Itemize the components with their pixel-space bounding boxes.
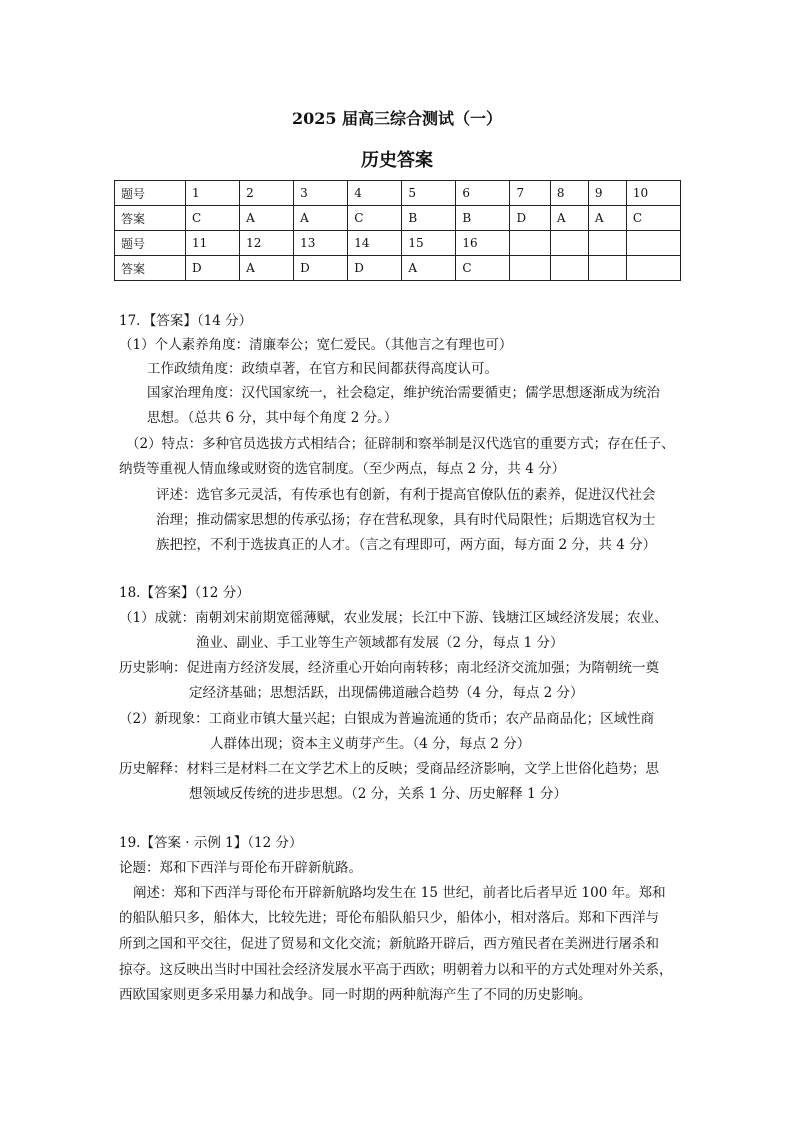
- answer-table-cell: 9: [588, 181, 626, 206]
- answer-table-cell: D: [510, 206, 550, 231]
- answer-table-row: [115, 231, 681, 256]
- answer-table-cell: 5: [402, 181, 456, 206]
- row-label-cell: 答案: [115, 206, 186, 231]
- q19-line: 的船队船只多，船体大，比较先进；哥伦布船队船只少，船体小，相对落后。郑和下西洋与: [119, 910, 659, 926]
- q18-line: 人群体出现；资本主义萌芽产生。（4 分，每点 2 分）: [210, 736, 531, 752]
- answer-table: [114, 180, 681, 281]
- q18-line: （2）新现象：工商业市镇大量兴起；白银成为普遍流通的货币；农产品商品化；区域性商: [119, 711, 655, 727]
- answer-table-cell: [626, 256, 680, 281]
- answer-table-cell: C: [348, 206, 402, 231]
- answer-table-cell: D: [186, 256, 240, 281]
- answer-table-cell: 4: [348, 181, 402, 206]
- answer-table-cell: 3: [294, 181, 348, 206]
- q17-line: （1）个人素养角度：清廉奉公；宽仁爱民。（其他言之有理也可）: [119, 337, 513, 353]
- answer-table-cell: [550, 231, 588, 256]
- q17-line: 工作政绩角度：政绩卓著，在官方和民间都获得高度认可。: [147, 361, 498, 377]
- q17-line: 纳赀等重视人情血缘或财资的选官制度。（至少两点，每点 2 分，共 4 分）: [119, 461, 566, 477]
- answer-table-cell: [510, 256, 550, 281]
- q17-heading: 17．【答案】（14 分）: [119, 313, 253, 329]
- answer-table-row: [115, 181, 681, 206]
- page-title: 2025 届高三综合测试（一）: [291, 109, 503, 128]
- q18-line: （1）成就：南朝刘宋前期宽徭薄赋，农业发展；长江中下游、钱塘江区域经济发展；农业、: [119, 610, 668, 626]
- answer-table-cell: [626, 231, 680, 256]
- answer-table-cell: 12: [240, 231, 294, 256]
- page-subtitle: 历史答案: [361, 150, 433, 171]
- answer-table-cell: C: [626, 206, 680, 231]
- answer-table-row: [115, 256, 681, 281]
- answer-table-cell: A: [550, 206, 588, 231]
- q18-line: 定经济基础；思想活跃，出现儒佛道融合趋势（4 分，每点 2 分）: [189, 685, 584, 701]
- answer-table-cell: C: [456, 256, 510, 281]
- q19-line: 论题：郑和下西洋与哥伦布开辟新航路。: [119, 860, 362, 876]
- q18-line: 历史影响：促进南方经济发展，经济重心开始向南转移；南北经济交流加强；为隋朝统一奠: [119, 660, 659, 676]
- q18-line: 历史解释：材料三是材料二在文学艺术上的反映；受商品经济影响，文学上世俗化趋势；思: [119, 761, 659, 777]
- answer-table-cell: D: [294, 256, 348, 281]
- answer-table-cell: [588, 231, 626, 256]
- answer-table-cell: A: [240, 256, 294, 281]
- answer-table-cell: B: [456, 206, 510, 231]
- q17-line: 国家治理角度：汉代国家统一，社会稳定，维护统治需要循吏；儒学思想逐渐成为统治: [147, 385, 660, 401]
- q19-line: 掠夺。这反映出当时中国社会经济发展水平高于西欧；明朝着力以和平的方式处理对外关系，: [119, 962, 673, 978]
- answer-table-cell: 10: [626, 181, 680, 206]
- answer-table-cell: [510, 231, 550, 256]
- answer-table-cell: [550, 256, 588, 281]
- answer-table-cell: 15: [402, 231, 456, 256]
- row-label-cell: 答案: [115, 256, 186, 281]
- q17-line: （2）特点：多种官员选拔方式相结合；征辟制和察举制是汉代选官的重要方式；存在任子、: [126, 436, 675, 452]
- answer-table-cell: 6: [456, 181, 510, 206]
- q19-line: 阐述：郑和下西洋与哥伦布开辟新航路均发生在 15 世纪，前者比后者早近 100 年。郑和: [133, 885, 666, 901]
- q17-line: 族把控，不利于选拔真正的人才。（言之有理即可，两方面，每方面 2 分，共 4 分）: [156, 537, 657, 553]
- answer-table-cell: C: [186, 206, 240, 231]
- answer-table-cell: A: [294, 206, 348, 231]
- answer-table-cell: 14: [348, 231, 402, 256]
- q18-line: 想领域反传统的进步思想。（2 分，关系 1 分、历史解释 1 分）: [189, 786, 567, 802]
- answer-table-cell: B: [402, 206, 456, 231]
- q19-line: 西欧国家则更多采用暴力和战争。同一时期的两种航海产生了不同的历史影响。: [119, 987, 592, 1003]
- q17-line: 评述：选官多元灵活，有传承也有创新，有利于提高官僚队伍的素养，促进汉代社会: [156, 487, 656, 503]
- q19-heading: 19.【答案 · 示例 1】（12 分）: [119, 835, 303, 851]
- answer-table-cell: 13: [294, 231, 348, 256]
- answer-table-cell: 1: [186, 181, 240, 206]
- answer-table-cell: A: [240, 206, 294, 231]
- answer-table-cell: 8: [550, 181, 588, 206]
- answer-table-cell: [588, 256, 626, 281]
- answer-table-cell: D: [348, 256, 402, 281]
- answer-table-cell: A: [588, 206, 626, 231]
- answer-table-row: [115, 206, 681, 231]
- q17-line: 思想。（总共 6 分，其中每个角度 2 分。）: [147, 410, 398, 426]
- q19-line: 所到之国和平交往，促进了贸易和文化交流；新航路开辟后，西方殖民者在美洲进行屠杀和: [119, 936, 659, 952]
- answer-table-cell: 11: [186, 231, 240, 256]
- answer-table-cell: 7: [510, 181, 550, 206]
- answer-table-cell: 16: [456, 231, 510, 256]
- answer-table-cell: 2: [240, 181, 294, 206]
- answer-table-cell: A: [402, 256, 456, 281]
- q17-line: 治理；推动儒家思想的传承弘扬；存在营私现象，具有时代局限性；后期选官权为士: [156, 512, 656, 528]
- row-label-cell: 题号: [115, 231, 186, 256]
- q18-heading: 18.【答案】（12 分）: [119, 585, 250, 601]
- q18-line: 渔业、副业、手工业等生产领域都有发展（2 分，每点 1 分）: [196, 635, 564, 651]
- row-label-cell: 题号: [115, 181, 186, 206]
